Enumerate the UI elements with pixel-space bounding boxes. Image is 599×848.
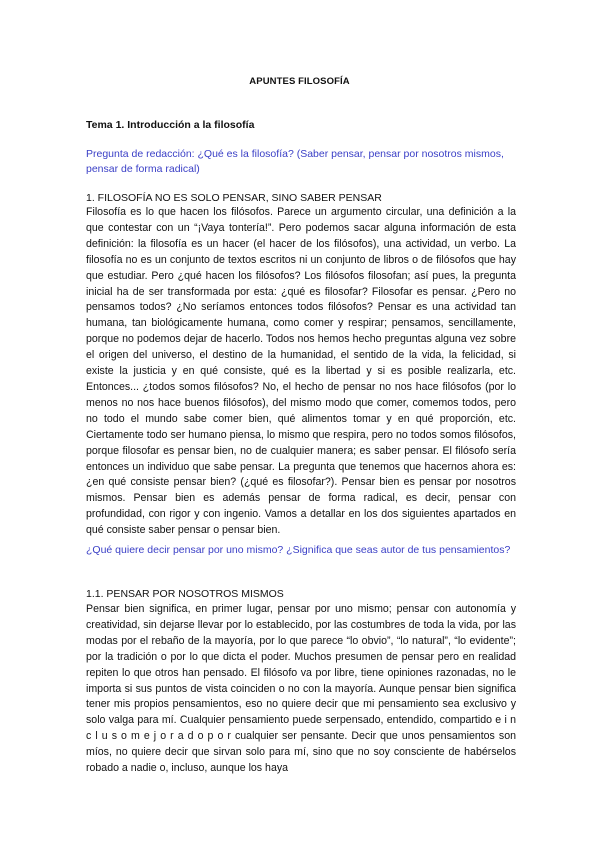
section-heading-2: 1.1. PENSAR POR NOSOTROS MISMOS (86, 588, 284, 600)
paragraph: Pensar bien significa, en primer lugar, pensar por uno mismo; pensar con autonomía y creatividad, sin dejarse llevar por lo establecido, por las costumbres de toda la vida, por las modas por el rebaño de la mayoría, por lo que parece “lo obvio”, “lo natural”, “lo evidente”; por la tradición o por lo que dicta el poder. Muchos presumen de pensar pero en realidad repiten lo que otros han pensado. El filósofo va por libre, tiene opiniones razonadas, no le importa si sus puntos de vista coinciden o no con la mayoría. Aunque pensar bien significa tener mis propios pensamientos, eso no quiere decir que mi pensamiento sea exclusivo y solo valga para mí. Cualquier pensamiento puede serpensado, entendido, compartido e i n c l u s o m e j o r a d o p o r cualquier ser pensante. Decir que unos pensamientos son míos, no quiere decir que sirvan solo para mí, sino que no soy consciente de habérselos robado a nadie o, incluso, aunque los haya (86, 603, 516, 775)
paragraph: Filosofía es lo que hacen los filósofos. Parece un argumento circular, una definición a la que contestar con un “¡Vaya tontería!”. Pero podemos sacar alguna información de esta definición: la filosofía es un hacer (el hacer de los filósofos), una actividad, un verbo. La filosofía no es un conjunto de textos escritos ni un conjunto de libros o de filósofos que hay que estudiar. Pero ¿qué hacen los filósofos? Los filósofos filosofan; así pues, la pregunta inicial ha de ser transformada por esta: ¿qué es filosofar? Filosofar es pensar. ¿Pero no pensamos todos? ¿No seríamos entonces todos filósofos? Pensar es una actividad tan humana, tan biológicamente humana, como comer y respirar; pensamos, sencillamente, porque no podemos dejar de hacerlo. Todos nos hemos hecho preguntas alguna vez sobre el origen del universo, el destino de la humanidad, el sentido de la vida, la felicidad, si existe la justicia y en qué consiste, qué es la libertad y si es posible realizarla, etc. Entonces... ¿todos somos filósofos? No, el hecho de pensar no nos hace filósofos (por lo menos no nos hace buenos filósofos), del mismo modo que comer, comemos todos, pero no todo el mundo sabe comer bien, qué alimentos tomar y en qué proporción, etc. Ciertamente todo ser humano piensa, lo mismo que respira, pero no todos somos filósofos, porque filosofar es pensar bien, no de cualquier manera; es saber pensar. El filósofo sería entonces un individuo que sabe pensar. La pregunta que tenemos que hacernos ahora es: ¿en qué consiste pensar bien? (¿qué es filosofar?). Pensar bien es pensar por nosotros mismos. Pensar bien es además pensar de forma radical, es decir, pensar con profundidad, con rigor y con ingenio. Vamos a detallar en los dos siguientes apartados en qué consiste saber pensar o pensar bien. (86, 206, 516, 537)
topic-heading: Tema 1. Introducción a la filosofía (86, 119, 255, 131)
section-body-2 (86, 602, 516, 777)
section-body-1 (86, 205, 516, 539)
essay-question-1: Pregunta de redacción: ¿Qué es la filosofía? (Saber pensar, pensar por nosotros mismos, pensar de forma radical) (86, 148, 504, 175)
section-heading-1: 1. FILOSOFÍA NO ES SOLO PENSAR, SINO SABER PENSAR (86, 192, 382, 204)
essay-question-2: ¿Qué quiere decir pensar por uno mismo? ¿Significa que seas autor de tus pensamientos? (86, 544, 511, 556)
document-title: APUNTES FILOSOFÍA (249, 76, 350, 87)
